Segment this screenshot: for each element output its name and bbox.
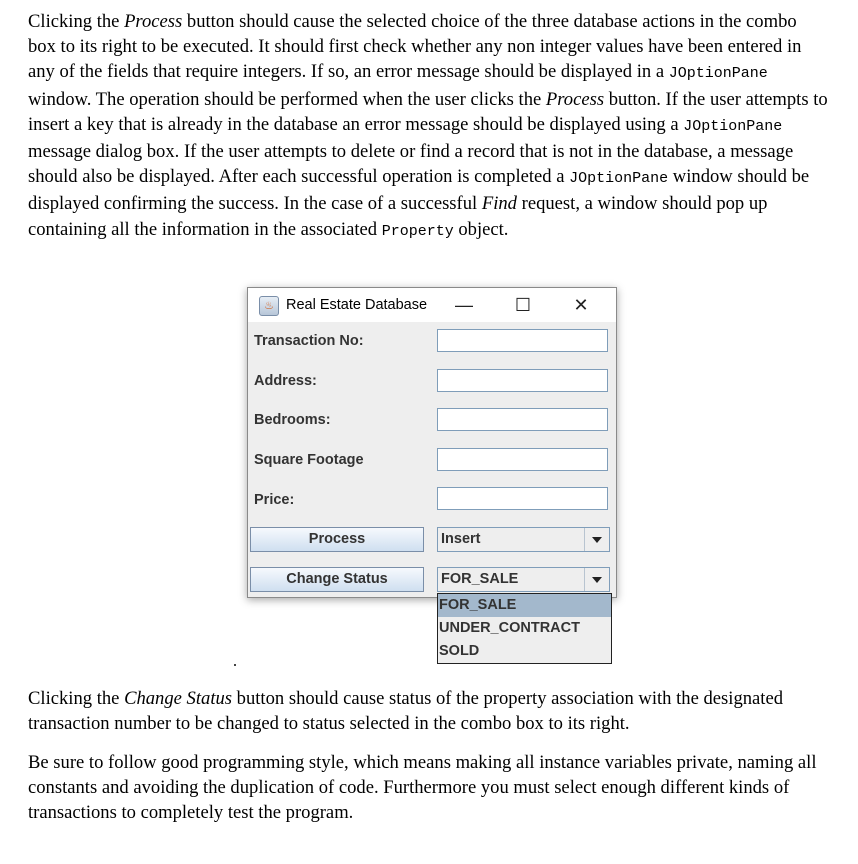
address-label: Address: [254,373,317,389]
paragraph-text: window. The operation should be performed when the user clicks the [28,88,546,110]
maximize-button[interactable]: ☐ [514,295,532,315]
code-term: JOptionPane [683,117,783,135]
price-input[interactable] [437,487,608,510]
action-combo[interactable] [437,527,610,552]
java-cup-icon: ♨ [259,296,279,316]
chevron-down-icon[interactable] [584,568,609,591]
paragraph-text: button should cause status of the property association with the designated transaction number to be changed to status selected in the combo box to its right. [28,688,784,735]
status-dropdown-list [437,593,612,664]
code-term: JOptionPane [668,65,768,83]
status-option-sold[interactable]: SOLD [439,643,480,659]
status-option-for-sale[interactable]: FOR_SALE [438,594,611,617]
emphasis-text: Change Status [124,688,233,709]
paragraph-text: Clicking the [28,688,125,709]
minimize-button[interactable]: — [455,295,473,315]
status-option-under-contract[interactable]: UNDER_CONTRACT [439,620,580,636]
paragraph-text: window should be displayed confirming the success. In the case of a successful [28,166,810,215]
instructions-paragraph-1 [28,9,828,244]
code-term: Property [381,222,454,240]
transaction-no-label: Transaction No: [254,333,364,349]
emphasis-text: Process [545,88,605,110]
paragraph-text: object. [453,218,509,240]
emphasis-text: Find [481,193,517,215]
chevron-down-icon[interactable] [584,528,609,551]
action-combo-value: Insert [441,531,481,547]
status-combo-value: FOR_SALE [441,571,519,587]
code-term: JOptionPane [569,170,669,188]
transaction-no-input[interactable] [437,329,608,352]
address-input[interactable] [437,369,608,392]
bedrooms-input[interactable] [437,408,608,431]
paragraph-text: Be sure to follow good programming style, which means making all instance variables private, naming all constants and avoiding the duplication of code. Furthermore you must select enough different kinds of transactions to completely test the program. [28,752,817,824]
window-title: Real Estate Database [286,297,428,313]
paragraph-text: request, a window should pop up containing all the information in the associated [28,193,768,240]
change-status-button[interactable]: Change Status [250,567,424,592]
real-estate-window [247,287,617,598]
status-combo[interactable] [437,567,610,592]
instructions-paragraph-2 [28,686,828,736]
square-footage-label: Square Footage [254,452,364,468]
process-button[interactable]: Process [250,527,424,552]
instructions-paragraph-3 [28,750,828,826]
paragraph-text: Clicking the [28,11,125,32]
close-button[interactable]: ✕ [573,295,589,315]
paragraph-text: button. If the user attempts to insert a key that is already in the database an error message should be displayed using a [28,88,828,135]
price-label: Price: [254,492,295,508]
paragraph-text: button should cause the selected choice of the three database actions in the combo box to its right to be executed. It should first check whether any non integer values have been entered in any of the fields that require integers. If so, an error message should be displayed in a [28,11,802,83]
title-bar[interactable] [248,288,616,322]
stray-dot [234,664,236,666]
emphasis-text: Process [124,11,183,32]
square-footage-input[interactable] [437,448,608,471]
bedrooms-label: Bedrooms: [254,412,331,428]
paragraph-text: message dialog box. If the user attempts to delete or find a record that is not in the database, a message should also be displayed. After each successful operation is completed a [28,141,794,188]
